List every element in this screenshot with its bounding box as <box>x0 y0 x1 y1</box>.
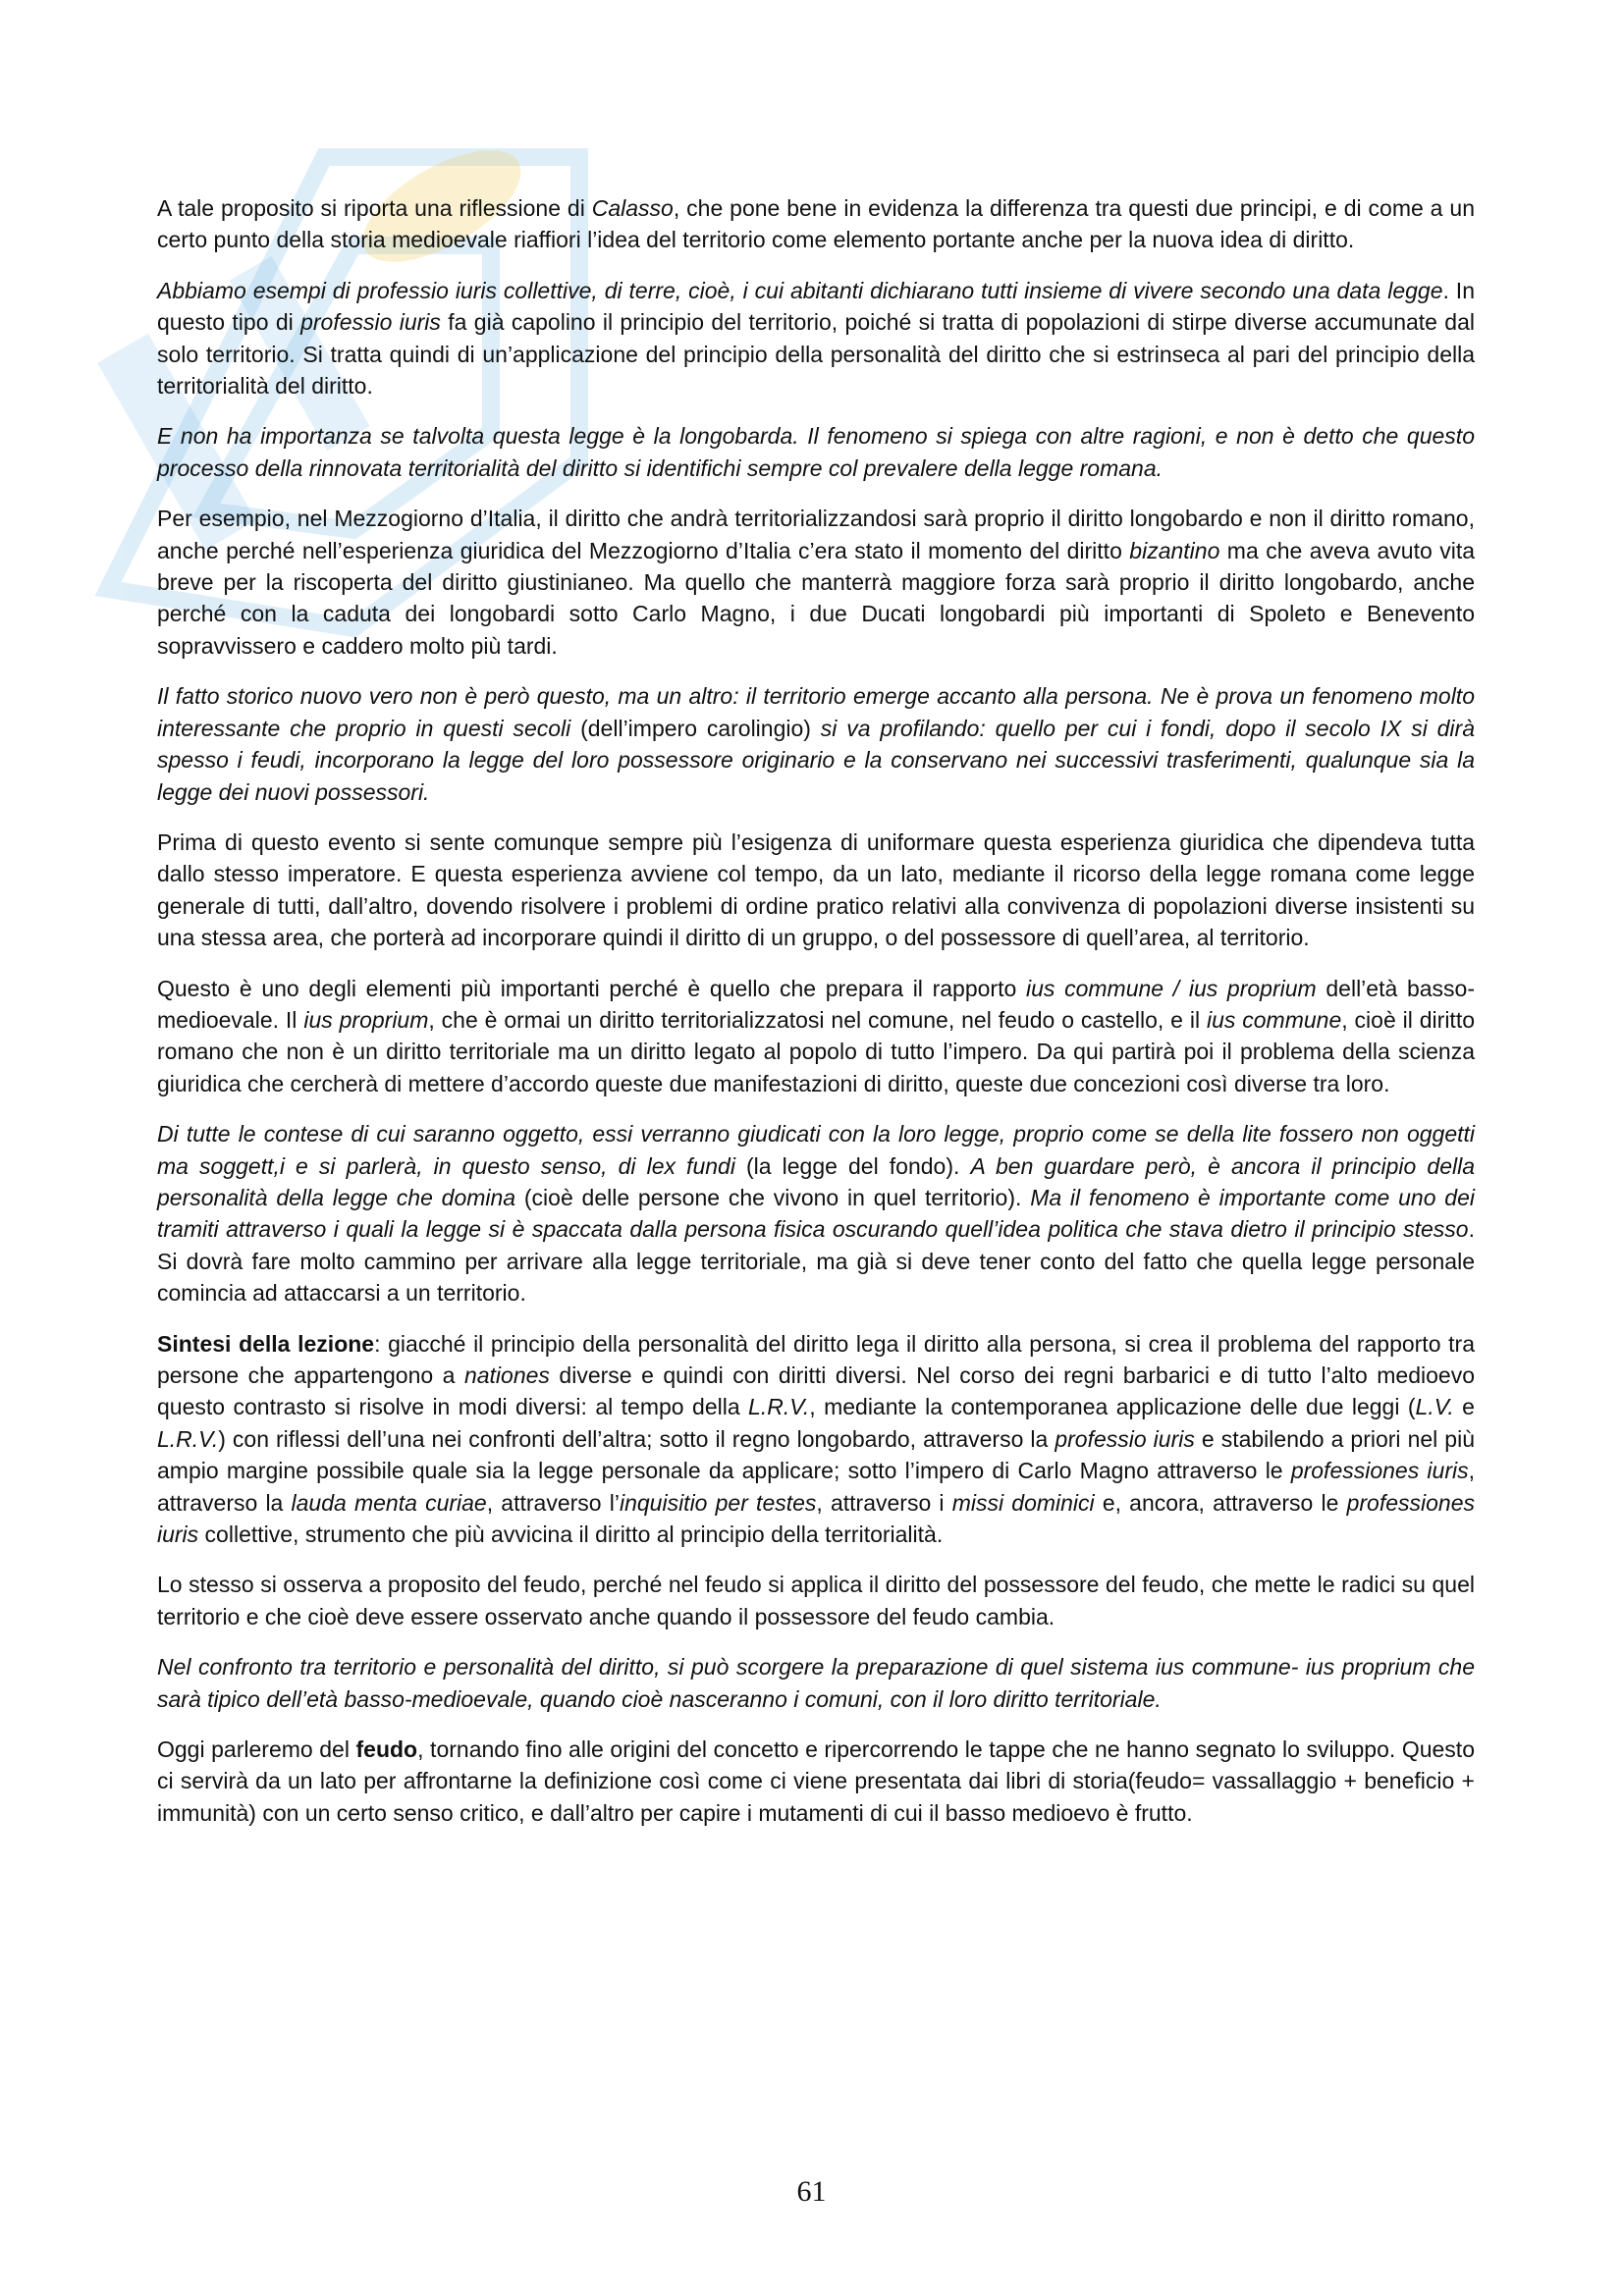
bold-text: feudo <box>355 1736 418 1763</box>
page-number: 61 <box>796 2175 827 2208</box>
text-run: Per esempio, nel Mezzogiorno d’Italia, il diritto che andrà territorializzandosi sarà proprio il diritto longobardo e non il diritto romano, anche perché nell’esperienza giuridica del Mezzogiorno d’Italia c’era stato il momento del diritto <box>157 506 1475 563</box>
italic-text: bizantino <box>1129 537 1220 563</box>
text-run: (la legge del fondo). <box>734 1152 971 1179</box>
text-run: , cioè il diritto romano che non è un diritto territoriale ma un diritto legato al popolo di tutto l’impero. Da qui partirà poi il problema della scienza giuridica che cercherà di mettere d’accordo queste due manifestazioni di diritto, queste due concezioni così diverse tra loro. <box>157 1006 1476 1096</box>
italic-text: Nel confronto tra territorio e personalità del diritto, si può scorgere la preparazione di quel sistema ius commune- ius proprium che sarà tipico dell’età basso-medioevale, quando cioè nasceranno i comuni, con il loro diritto territoriale. <box>157 1654 1475 1712</box>
text-run: , che pone bene in evidenza la differenza tra questi due principi, e di come a un certo punto della storia medioevale riaffiori l’idea del territorio come elemento portante anche per la nuova idea di diritto. <box>157 195 1475 253</box>
paragraph <box>157 420 1475 484</box>
paragraph <box>157 1651 1475 1715</box>
paragraph <box>157 973 1475 1100</box>
paragraph <box>157 1734 1475 1829</box>
italic-text: L.V. <box>1415 1394 1454 1420</box>
italic-text: professio iuris <box>300 309 441 336</box>
paragraph <box>157 680 1475 808</box>
text-run: , attraverso la <box>157 1458 1475 1516</box>
text-run: Prima di questo evento si sente comunque sempre più l’esigenza di uniformare questa esperienza giuridica che dipendeva tutta dallo stesso imperatore. E questa esperienza avviene col tempo, da un lato, mediante il ricorso della legge romana come legge generale di tutti, dall’altro, dovendo risolvere i problemi di ordine pratico relativi alla convivenza di popolazioni diverse insistenti su una stessa area, che porterà ad incorporare quindi il diritto di un gruppo, o del possessore di quell’area, al territorio. <box>157 828 1475 951</box>
paragraph <box>157 1118 1475 1308</box>
italic-text: L.R.V. <box>157 1425 219 1452</box>
italic-text: missi dominici <box>951 1489 1095 1516</box>
italic-text: E non ha importanza se talvolta questa legge è la longobarda. Il fenomeno si spiega con altre ragioni, e non è detto che questo processo della rinnovata territorialità del diritto si identifichi sempre col prevalere della legge romana. <box>157 423 1475 481</box>
paragraph <box>157 1569 1475 1632</box>
italic-text: Di tutte le contese di cui saranno oggetto, essi verranno giudicati con la loro legge, proprio come se della lite fossero non oggetti ma soggett,i e si parlerà, in questo senso, di lex fundi <box>157 1121 1475 1179</box>
paragraph <box>157 827 1475 954</box>
paragraph <box>157 192 1475 256</box>
document-page <box>157 192 1475 1847</box>
italic-text: inquisitio per testes <box>619 1489 817 1516</box>
text-run: . In questo tipo di <box>157 277 1475 336</box>
italic-text: si va profilando: quello per cui i fondi, dopo il secolo IX si dirà spesso i feudi, incorporano la legge del loro possessore originario e la conservano nei successivi trasferimenti, qualunque sia la legge dei nuovi possessori. <box>157 715 1475 805</box>
text-run: collettive, strumento che più avvicina il diritto al principio della territorialità. <box>198 1522 944 1548</box>
paragraph <box>157 503 1475 662</box>
text-run: (cioè delle persone che vivono in quel territorio). <box>515 1184 1031 1210</box>
italic-text: professio iuris <box>1055 1425 1195 1452</box>
text-run: e, ancora, attraverso le <box>1094 1489 1347 1516</box>
text-run: , attraverso i <box>816 1489 952 1516</box>
text-run: A tale proposito si riporta una riflessione di <box>157 195 592 221</box>
italic-text: L.R.V. <box>748 1394 810 1420</box>
text-run: dell’età basso-medioevale. Il <box>157 975 1475 1033</box>
italic-text: Calasso <box>591 195 674 221</box>
text-run: , mediante la contemporanea applicazione delle due leggi ( <box>809 1394 1416 1420</box>
text-run: diverse e quindi con diritti diversi. Nel corso dei regni barbarici e di tutto l’alto medioevo questo contrasto si risolve in modi diversi: al tempo della <box>157 1362 1475 1420</box>
italic-text: Abbiamo esempi di professio iuris collettive, di terre, cioè, i cui abitanti dichiarano tutti insieme di vivere secondo una data legge <box>157 277 1443 303</box>
text-run: ma che aveva avuto vita breve per la riscoperta del diritto giustinianeo. Ma quello che manterrà maggiore forza sarà proprio il diritto longobardo, anche perché con la caduta dei longobardi sotto Carlo Magno, i due Ducati longobardi più importanti di Spoleto e Benevento sopravvissero e caddero molto più tardi. <box>157 537 1475 659</box>
text-run: : giacché il principio della personalità del diritto lega il diritto alla persona, si crea il problema del rapporto tra persone che appartengono a <box>157 1330 1475 1388</box>
italic-text: professiones iuris <box>157 1489 1476 1548</box>
text-run: Oggi parleremo del <box>157 1736 356 1763</box>
italic-text: professiones iuris <box>1290 1458 1469 1484</box>
italic-text: Ma il fenomeno è importante come uno dei tramiti attraverso i quali la legge si è spaccata dalla persona fisica oscurando quell’idea politica che stava dietro il principio stesso <box>157 1184 1475 1243</box>
italic-text: nationes <box>463 1362 550 1388</box>
text-run: , che è ormai un diritto territorializzatosi nel comune, nel feudo o castello, e il <box>428 1006 1207 1033</box>
italic-text: ius commune / ius proprium <box>1025 975 1317 1001</box>
text-run: (dell’impero carolingio) <box>570 715 821 741</box>
paragraph <box>157 1328 1475 1551</box>
text-run: ) con riflessi dell’una nei confronti dell’altra; sotto il regno longobardo, attraverso la <box>218 1425 1055 1452</box>
text-run: Lo stesso si osserva a proposito del feudo, perché nel feudo si applica il diritto del possessore del feudo, che mette le radici su quel territorio e che cioè deve essere osservato anche quando il possessore del feudo cambia. <box>157 1572 1475 1629</box>
text-run: . Si dovrà fare molto cammino per arrivare alla legge territoriale, ma già si deve tener conto del fatto che quella legge personale comincia ad attaccarsi a un territorio. <box>157 1216 1475 1307</box>
text-run: e <box>1453 1394 1475 1420</box>
italic-text: ius proprium <box>303 1006 429 1033</box>
italic-text: Il fatto storico nuovo vero non è però questo, ma un altro: il territorio emerge accanto alla persona. Ne è prova un fenomeno molto interessante che proprio in questi secoli <box>157 683 1475 741</box>
text-run: fa già capolino il principio del territorio, poiché si tratta di popolazioni di stirpe diverse accumunate dal solo territorio. Si tratta quindi di un’applicazione del principio della personalità del diritto che si estrinseca al pari del principio della territorialità del diritto. <box>157 309 1475 400</box>
italic-text: A ben guardare però, è ancora il principio della personalità della legge che domina <box>157 1152 1475 1210</box>
bold-text: Sintesi della lezione <box>157 1330 375 1357</box>
text-run: , tornando fino alle origini del concetto e ripercorrendo le tappe che ne hanno segnato lo sviluppo. Questo ci servirà da un lato per affrontarne la definizione così come ci viene presentata dai libri di storia(feudo= vassallaggio + beneficio + immunità) con un certo senso critico, e dall’altro per capire i mutamenti di cui il basso medioevo è frutto. <box>157 1736 1475 1826</box>
italic-text: ius commune <box>1206 1006 1342 1033</box>
paragraph <box>157 275 1475 402</box>
text-run: e stabilendo a priori nel più ampio margine possibile quale sia la legge personale da applicare; sotto l’impero di Carlo Magno attraverso le <box>157 1425 1475 1484</box>
text-run: , attraverso l’ <box>486 1489 620 1516</box>
text-run: Questo è uno degli elementi più importanti perché è quello che prepara il rapporto <box>157 975 1026 1001</box>
italic-text: lauda menta curiae <box>291 1489 487 1516</box>
